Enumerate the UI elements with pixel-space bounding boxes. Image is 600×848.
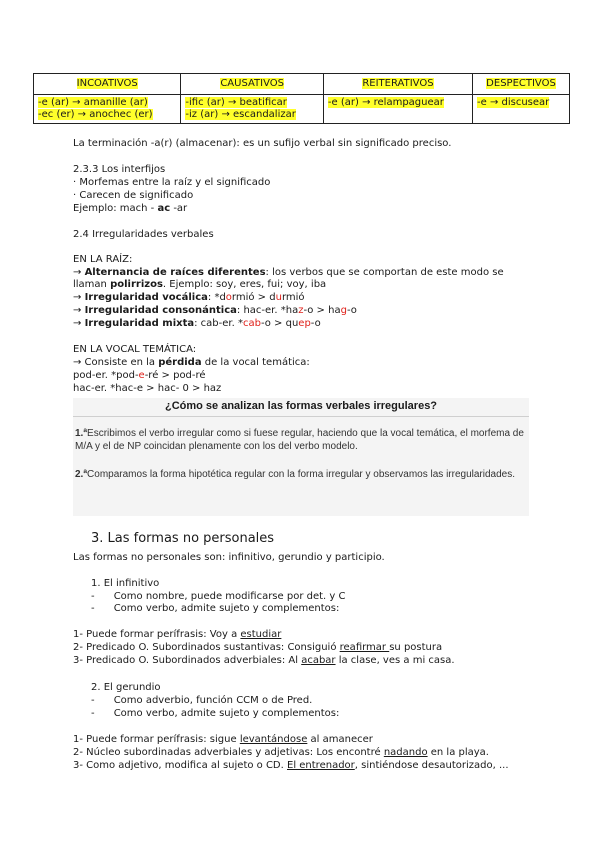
cell-reiterativos: -e (ar) → relampaguear xyxy=(323,95,472,124)
raiz-mixta: → Irregularidad mixta: cab-er. *cab-o > quep-o xyxy=(73,318,321,329)
cell-despectivos: -e → discusear xyxy=(473,95,570,124)
vocal-heading: EN LA VOCAL TEMÁTICA: xyxy=(73,344,197,355)
vocal-line-2: pod-er. *pod-e-ré > pod-ré xyxy=(73,370,206,381)
raiz-alternancia: → Alternancia de raíces diferentes: los verbos que se comportan de este modo se xyxy=(73,267,504,278)
raiz-polirrizos: llaman polirrizos. Ejemplo: soy, eres, fui; voy, iba xyxy=(73,279,327,290)
header-incoativos: INCOATIVOS xyxy=(34,74,181,95)
vocal-line-1: → Consiste en la pérdida de la vocal temática: xyxy=(73,357,310,368)
infinitivo-row-3: 3- Predicado O. Subordinados adverbiales: Al acabar la clase, ves a mi casa. xyxy=(73,655,455,666)
header-reiterativos: REITERATIVOS xyxy=(323,74,472,95)
infinitivo-row-1: 1- Puede formar perífrasis: Voy a estudiar xyxy=(73,629,282,640)
infinitivo-bullet-1: - Como nombre, puede modificarse por det. y C xyxy=(91,591,346,602)
infinitivo-bullet-2: - Como verbo, admite sujeto y complementos: xyxy=(91,603,340,614)
infinitivo-heading: 1. El infinitivo xyxy=(91,578,160,589)
interfijos-heading: 2.3.3 Los interfijos xyxy=(73,164,166,175)
analysis-box-title: ¿Cómo se analizan las formas verbales irregulares? xyxy=(164,400,438,412)
termination-paragraph: La terminación -a(r) (almacenar): es un sufijo verbal sin significado preciso. xyxy=(73,138,452,149)
irregular-heading: 2.4 Irregularidades verbales xyxy=(73,229,214,240)
suffix-table xyxy=(33,73,570,124)
infinitivo-row-2: 2- Predicado O. Subordinados sustantivas: Consiguió reafirmar su postura xyxy=(73,642,443,653)
gerundio-row-1: 1- Puede formar perífrasis: sigue levantándose al amanecer xyxy=(73,734,373,745)
gerundio-row-3: 3- Como adjetivo, modifica al sujeto o CD. El entrenador, sintiéndose desautorizado, ... xyxy=(73,760,509,771)
cell-causativos: -ific (ar) → beatificar -iz (ar) → escandalizar xyxy=(181,95,324,124)
gerundio-bullet-1: - Como adverbio, función CCM o de Pred. xyxy=(91,695,313,706)
analysis-step-1: 1.ªEscribimos el verbo irregular como si fuese regular, haciendo que la vocal temática, el morfema de M/A y el de NP coincidan plenamente con los del verbo modelo. xyxy=(75,428,524,452)
raiz-heading: EN LA RAÍZ: xyxy=(73,254,133,265)
analysis-step-2: 2.ªComparamos la forma hipotética regular con la forma irregular y observamos las irregularidades. xyxy=(75,469,516,480)
analysis-box xyxy=(73,398,529,516)
header-causativos: CAUSATIVOS xyxy=(181,74,324,95)
interfijos-line-1: · Morfemas entre la raíz y el significado xyxy=(73,177,271,188)
raiz-vocalica: → Irregularidad vocálica: *dormió > durmió xyxy=(73,292,305,303)
gerundio-bullet-2: - Como verbo, admite sujeto y complementos: xyxy=(91,708,340,719)
gerundio-heading: 2. El gerundio xyxy=(91,682,161,693)
vocal-line-3: hac-er. *hac-e > hac- 0 > haz xyxy=(73,383,222,394)
interfijos-example: Ejemplo: mach - ac -ar xyxy=(73,203,188,214)
section-3-title: 3. Las formas no personales xyxy=(91,531,275,546)
interfijos-line-2: · Carecen de significado xyxy=(73,190,194,201)
raiz-consonantica: → Irregularidad consonántica: hac-er. *haz-o > hag-o xyxy=(73,305,357,316)
header-despectivos: DESPECTIVOS xyxy=(473,74,570,95)
section-3-intro: Las formas no personales son: infinitivo, gerundio y participio. xyxy=(73,552,385,563)
analysis-box-divider xyxy=(73,416,529,417)
cell-incoativos: -e (ar) → amanille (ar) -ec (er) → anochec (er) xyxy=(34,95,181,124)
gerundio-row-2: 2- Núcleo subordinadas adverbiales y adjetivas: Los encontré nadando en la playa. xyxy=(73,747,489,758)
